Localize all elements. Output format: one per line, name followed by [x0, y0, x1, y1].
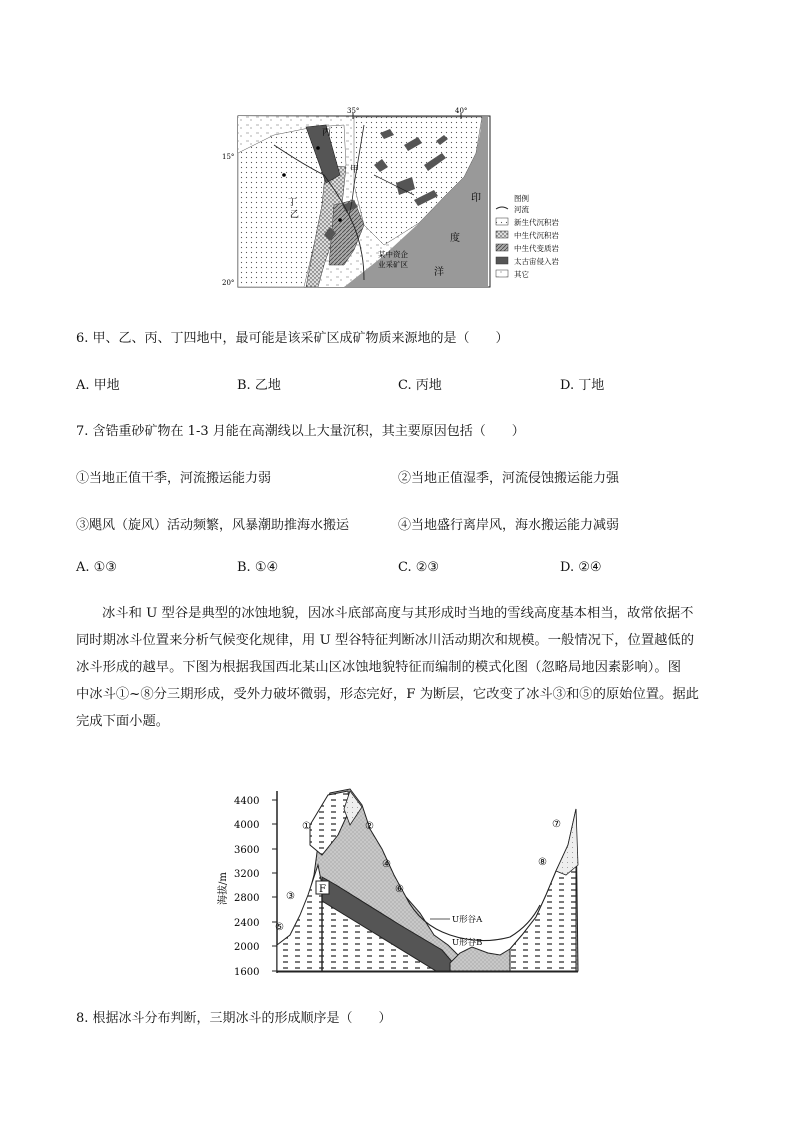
cirque-7: ⑦ [552, 819, 561, 830]
label-jia: 甲 [350, 165, 360, 175]
ytick-2800: 2800 [234, 893, 260, 904]
label-ding: 丁 [288, 198, 298, 208]
cirque-3: ③ [286, 891, 295, 902]
ytick-4400: 4400 [234, 796, 260, 807]
label-du: 度 [450, 233, 460, 244]
ytick-3600: 3600 [234, 845, 260, 856]
legend-item-neogene: 新生代沉积岩 [514, 218, 559, 227]
label-yang: 洋 [434, 267, 444, 278]
u-valley-a-label: U形谷A [452, 915, 483, 925]
ytick-1600: 1600 [234, 967, 260, 978]
legend-item-meso-meta: 中生代变质岩 [514, 244, 559, 253]
legend-item-archean: 太古宙侵入岩 [514, 257, 559, 266]
q7-option-b[interactable]: B. ①④ [237, 560, 279, 575]
passage-line-2: 同时期冰斗位置来分析气候变化规律，用 U 型谷特征判断冰川活动期次和规模。一般情况下，位置越低的 [76, 633, 695, 648]
ytick-2400: 2400 [234, 918, 260, 929]
q6-option-b[interactable]: B. 乙地 [237, 378, 281, 393]
passage-line-1: 冰斗和 U 型谷是典型的冰蚀地貌，因冰斗底部高度与其形成时当地的雪线高度基本相当，故常依据不 [102, 606, 694, 621]
y-axis-label: 海拔/m [218, 872, 229, 905]
ytick-3200: 3200 [234, 869, 260, 880]
lon-label-35: 35° [347, 107, 360, 115]
passage-line-5: 完成下面小题。 [76, 714, 170, 729]
q8-stem: 8. 根据冰斗分布判断，三期冰斗的形成顺序是（ ） [76, 1011, 392, 1026]
lat-label-15: 15° [222, 153, 235, 161]
q7-statement-2: ②当地正值湿季，河流侵蚀搬运能力强 [398, 471, 620, 486]
lon-label-40: 40° [455, 107, 468, 115]
cirque-5: ⑤ [275, 922, 284, 933]
passage [76, 600, 718, 735]
mine-label-line2: 业采矿区 [378, 260, 408, 269]
legend-title: 图例 [514, 194, 529, 203]
q7-statement-3: ③飓风（旋风）活动频繁，风暴潮助推海水搬运 [76, 518, 350, 533]
glacial-profile-figure [210, 785, 590, 980]
q6-option-d[interactable]: D. 丁地 [560, 378, 605, 393]
fault-label: F [319, 884, 326, 895]
cirque-2: ② [365, 821, 374, 832]
label-yi: 乙 [290, 210, 300, 220]
cirque-4: ④ [382, 859, 391, 870]
map-legend [496, 193, 559, 279]
ytick-2000: 2000 [234, 942, 260, 953]
q6-stem: 6. 甲、乙、丙、丁四地中，最可能是该采矿区成矿物质来源地的是（ ） [76, 331, 509, 346]
q7-option-a[interactable]: A. ①③ [76, 560, 117, 575]
legend-item-river: 河流 [514, 205, 529, 214]
label-bing: 丙 [322, 128, 332, 138]
geology-map-figure [214, 105, 584, 295]
u-valley-b-label: U形谷B [452, 938, 483, 948]
passage-line-4: 中冰斗①~⑧分三期形成，受外力破坏微弱，形态完好，F 为断层，它改变了冰斗③和⑤的原始位置。据此 [76, 687, 699, 702]
q6-option-c[interactable]: C. 丙地 [398, 378, 442, 393]
q7-statement-1: ①当地正值干季，河流搬运能力弱 [76, 471, 272, 486]
q6-option-a[interactable]: A. 甲地 [76, 378, 120, 393]
passage-line-3: 冰斗形成的越早。下图为根据我国西北某山区冰蚀地貌特征而编制的模式化图（忽略局地因素影响）。图 [76, 660, 682, 675]
mine-label-line1: 某中资企 [378, 250, 408, 259]
q7-option-d[interactable]: D. ②④ [560, 560, 602, 575]
label-yin: 印 [471, 193, 481, 204]
legend-item-meso-sed: 中生代沉积岩 [514, 231, 559, 240]
lat-label-20: 20° [222, 279, 235, 287]
ytick-4000: 4000 [234, 820, 260, 831]
legend-item-other: 其它 [514, 270, 529, 279]
q7-stem: 7. 含锆重砂矿物在 1-3 月能在高潮线以上大量沉积，其主要原因包括（ ） [76, 424, 525, 439]
q7-statement-4: ④当地盛行离岸风，海水搬运能力减弱 [398, 518, 620, 533]
cirque-8: ⑧ [538, 857, 547, 868]
cirque-6: ⑥ [395, 884, 404, 895]
y-ticks [234, 796, 277, 978]
cirque-1: ① [302, 821, 311, 832]
q7-option-c[interactable]: C. ②③ [398, 560, 440, 575]
